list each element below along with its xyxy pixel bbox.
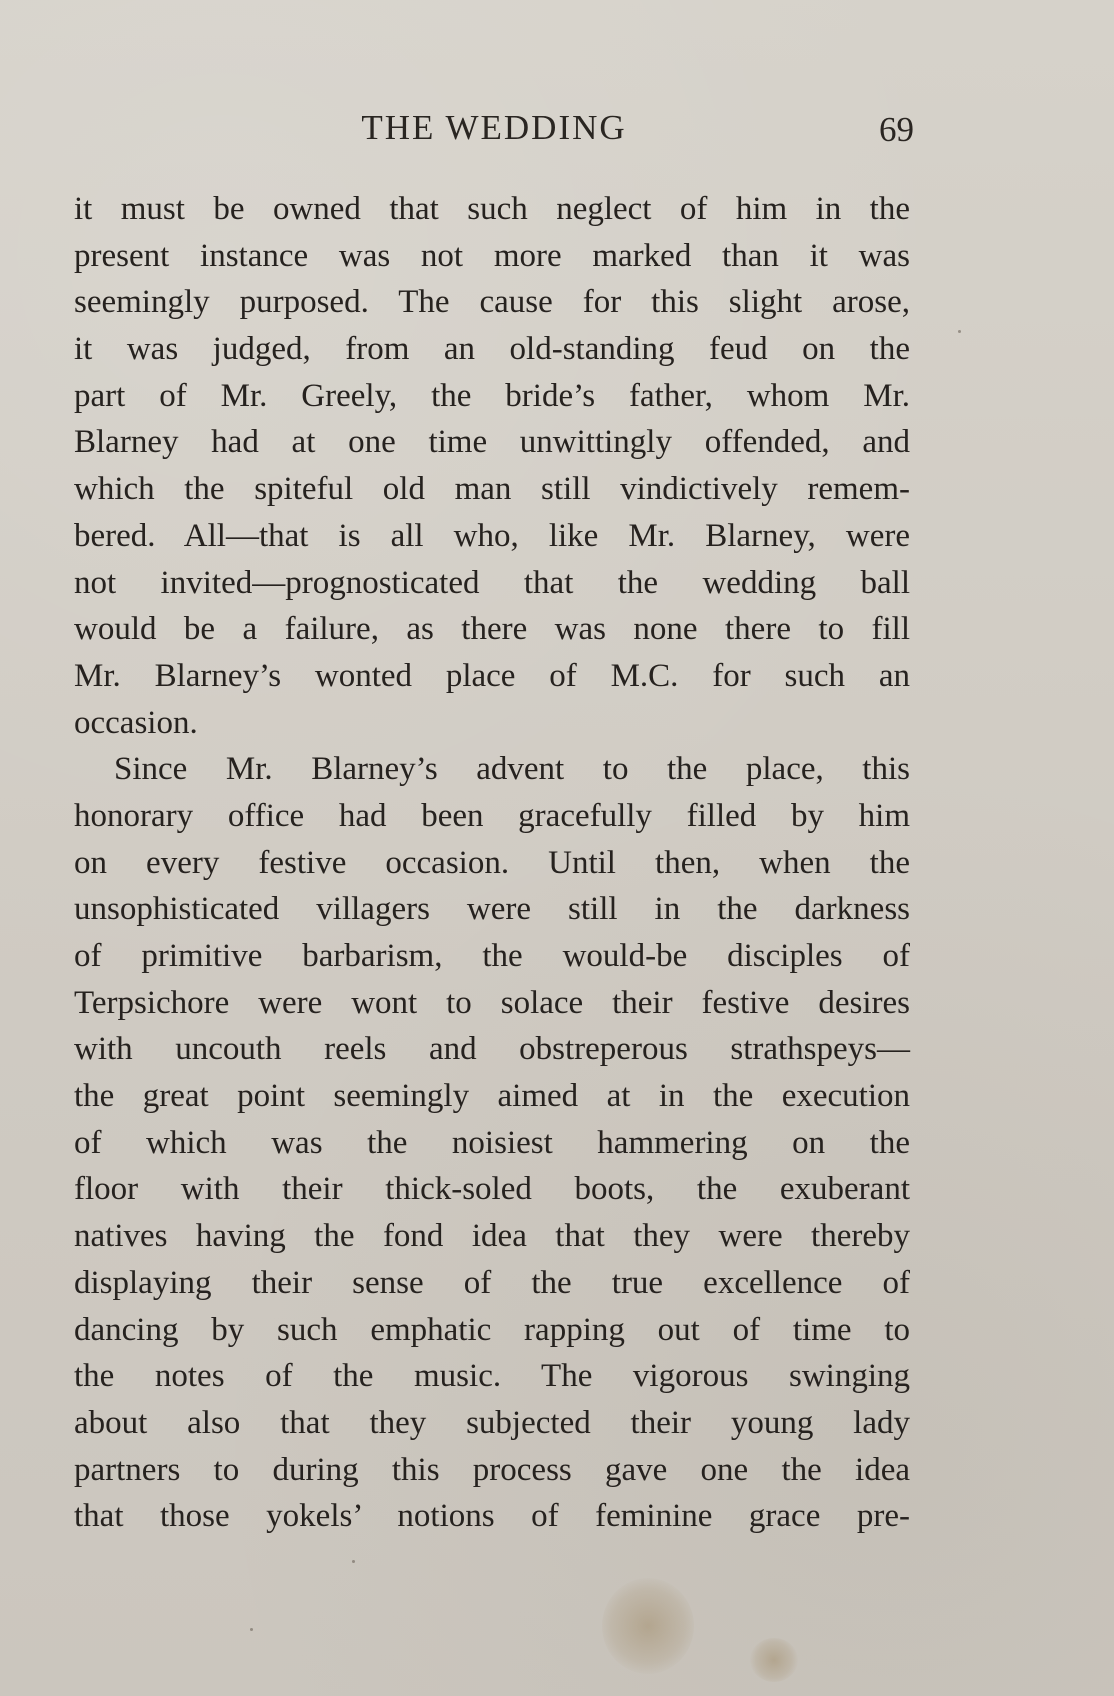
paper-speck bbox=[958, 330, 961, 333]
text-line: unsophisticated villagers were still in the darkness bbox=[74, 891, 910, 928]
text-line: dancing by such emphatic rapping out of time to bbox=[74, 1311, 910, 1348]
paper-stain bbox=[602, 1578, 694, 1674]
text-line: which the spiteful old man still vindictively remem- bbox=[74, 471, 910, 508]
text-line: would be a failure, as there was none there to fill bbox=[74, 611, 910, 648]
text-line: bered. All—that is all who, like Mr. Blarney, were bbox=[74, 517, 910, 554]
paper-speck bbox=[250, 1628, 253, 1631]
paragraph-first-line: Since Mr. Blarney’s advent to the place, this bbox=[114, 751, 910, 788]
text-line: Terpsichore were wont to solace their festive desires bbox=[74, 984, 910, 1021]
text-line: that those yokels’ notions of feminine grace pre- bbox=[74, 1498, 910, 1535]
text-line: of which was the noisiest hammering on the bbox=[74, 1124, 910, 1161]
text-line: about also that they subjected their young lady bbox=[74, 1404, 910, 1441]
text-line: not invited—prognosticated that the wedding ball bbox=[74, 564, 910, 601]
page-number: 69 bbox=[879, 110, 914, 149]
text-line: Mr. Blarney’s wonted place of M.C. for such an bbox=[74, 657, 910, 694]
text-line: of primitive barbarism, the would-be disciples of bbox=[74, 938, 910, 974]
text-line: honorary office had been gracefully filled by him bbox=[74, 797, 910, 834]
text-line: the great point seemingly aimed at in the execution bbox=[74, 1078, 910, 1115]
text-line: partners to during this process gave one the idea bbox=[74, 1451, 910, 1488]
text-line: natives having the fond idea that they were thereby bbox=[74, 1218, 910, 1255]
paper-stain bbox=[750, 1638, 798, 1682]
running-head: THE WEDDING bbox=[361, 108, 627, 147]
text-line: part of Mr. Greely, the bride’s father, whom Mr. bbox=[74, 377, 910, 414]
text-line: with uncouth reels and obstreperous strathspeys— bbox=[74, 1031, 910, 1068]
page-header bbox=[74, 108, 914, 158]
text-line: seemingly purposed. The cause for this slight arose, bbox=[74, 284, 910, 321]
text-line: Blarney had at one time unwittingly offended, and bbox=[74, 424, 910, 461]
body-text bbox=[74, 186, 910, 1540]
paper-speck bbox=[352, 1560, 355, 1563]
text-line: occasion. bbox=[74, 704, 198, 741]
text-line: it must be owned that such neglect of him in the bbox=[74, 191, 910, 227]
text-line: displaying their sense of the true excellence of bbox=[74, 1264, 910, 1301]
text-line: floor with their thick-soled boots, the exuberant bbox=[74, 1171, 910, 1208]
text-line: the notes of the music. The vigorous swinging bbox=[74, 1358, 910, 1395]
text-line: it was judged, from an old-standing feud on the bbox=[74, 331, 910, 368]
text-line: on every festive occasion. Until then, when the bbox=[74, 844, 910, 881]
text-line: present instance was not more marked than it was bbox=[74, 237, 910, 274]
